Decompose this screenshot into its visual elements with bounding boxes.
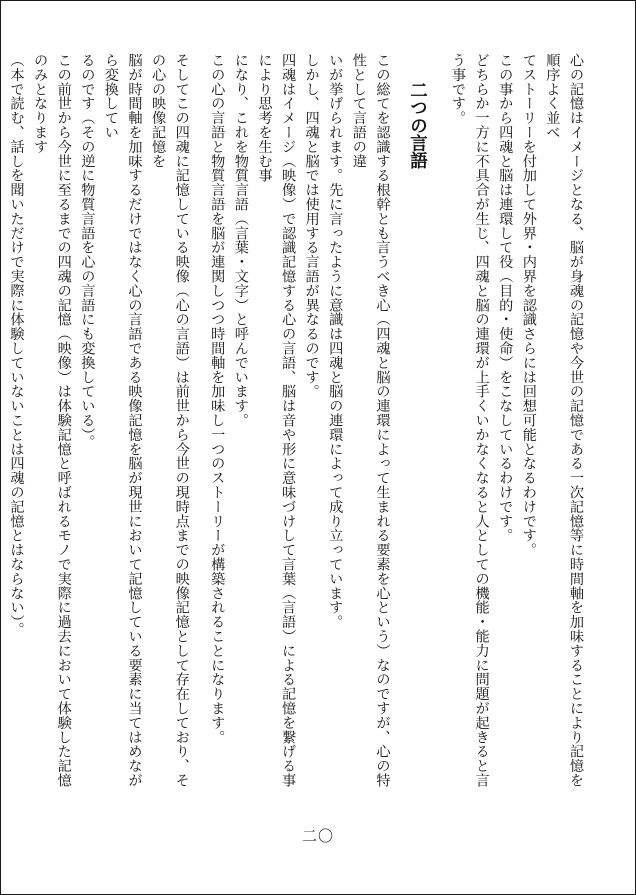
text-line: てストーリーを付加して外界・内界を認識さらには回想可能となるわけです。 [520,53,537,557]
text-line: （本で読む、話しを聞いただけで実際に体験していないことは四魂の記憶とはならない）。 [8,53,25,637]
text-line: 心の記憶はイメージとなる、脳が身魂の記憶や今世の記憶である一次記憶等に時間軸を加味することにより記憶を順序よく並べ [544,53,584,788]
text-line: になり、これを物質言語（言葉・文字）と呼んでいます。 [232,53,249,428]
section-heading: 二つの言語 [407,81,428,170]
text-line [0,53,4,801]
text-line: るのです（その逆に物質言語を心の言語にも変換している）。 [79,53,96,450]
text-line: この総てを認識する根幹とも言うべき心（四魂と脳の連環によって生まれる要素を心という）なのですが、心の特性として言語の違 [350,53,391,788]
text-line: この事から四魂と脳は連環して役（目的・使命）をこなしているわけです。 [497,53,514,543]
text-line: この前世から今世に至るまでの四魂の記憶（映像）は体験記憶と呼ばれるモノで実際に過去において体験した記憶のみとなります [32,53,72,788]
text-line: 脳が時間軸を加味するだけではなく心の言語である映像記憶を脳が現世において記憶している要素に当てはめながら変換してい [102,53,143,788]
text-line: いが挙げられます。先に言ったように意識は四魂と脳の連環によって成り立っています。 [327,53,344,629]
text-line: どちらか一方に不具合が生じ、四魂と脳の連環が上手くいかなくなると人としての機能・能力に問題が起きると言う事です。 [450,53,490,788]
text-line: そしてこの四魂に記憶している映像（心の言語）は前世から今世の現時点までの映像記憶として存在しており、その心の映像記憶を [150,53,190,788]
text-line: 四魂はイメージ（映像）で認識記憶する心の言語、脳は音や形に意味づけして言葉（言語）による記憶を繋げる事により思考を生む事 [256,53,297,788]
page-number: 二〇 [301,827,334,845]
text-line: しかし、四魂と脳では使用する言語が異なるのです。 [303,53,320,399]
vertical-text-body [8,53,587,801]
text-line: この心の言語と物質言語を脳が連関しつつ時間軸を加味し一つのストーリーが構築されることになります。 [209,53,226,745]
